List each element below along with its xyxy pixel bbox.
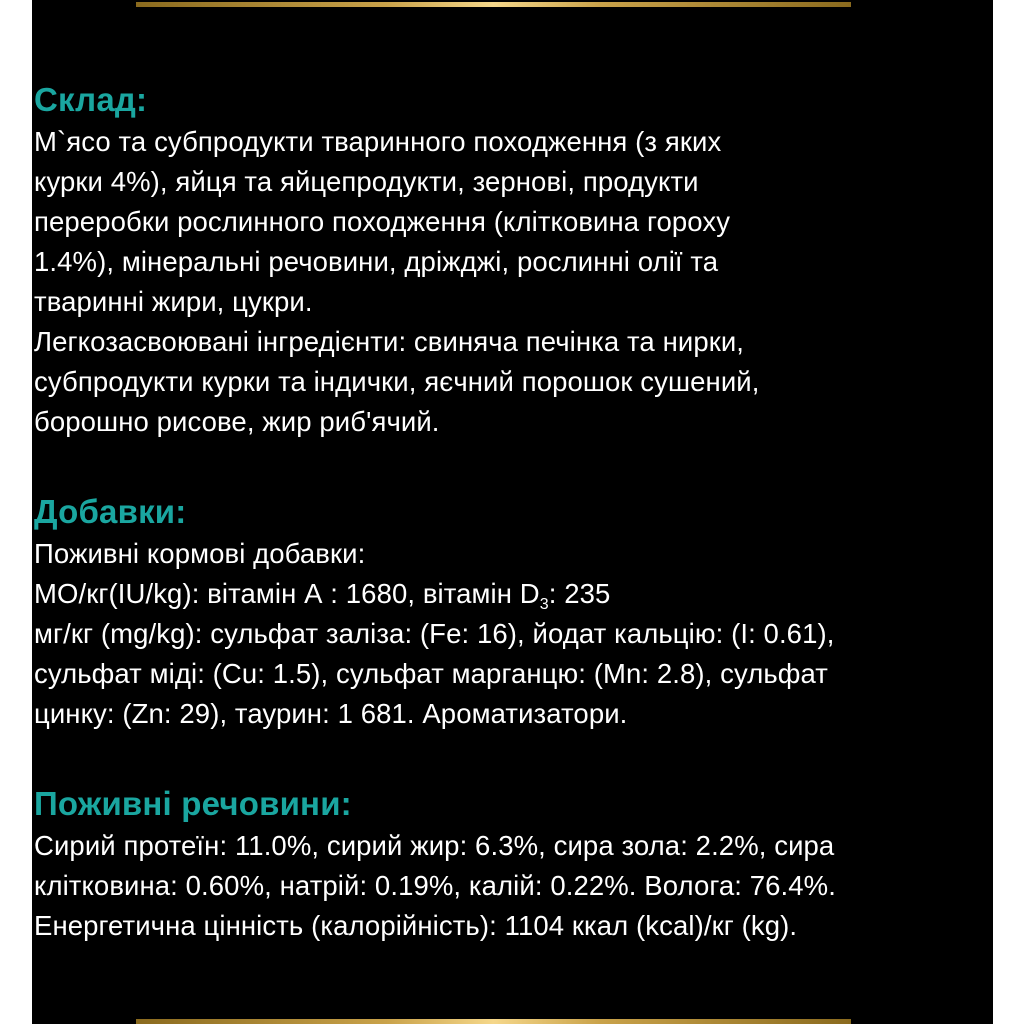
additives-section <box>34 490 834 734</box>
composition-line: Легкозасвоювані інгредієнти: свиняча печінка та нирки, <box>34 326 745 357</box>
nutrients-line: Енергетична цінність (калорійність): 1104 ккал (kcal)/кг (kg). <box>34 910 798 941</box>
nutrients-line: клітковина: 0.60%, натрій: 0.19%, калій: 0.22%. Волога: 76.4%. <box>34 870 836 901</box>
content-panel <box>32 0 993 1024</box>
composition-line: 1.4%), мінеральні речовини, дріжджі, рослинні олії та <box>34 246 719 277</box>
additives-line: Поживні кормові добавки: <box>34 538 366 569</box>
vitamin-d-subscript: 3 <box>539 596 549 613</box>
composition-heading: Склад: <box>34 81 148 118</box>
additives-heading: Добавки: <box>34 493 187 530</box>
vitamin-d-value: : 235 <box>548 578 611 609</box>
gold-divider-top <box>136 2 851 7</box>
nutrients-line: Сирий протеїн: 11.0%, сирий жир: 6.3%, сира зола: 2.2%, сира <box>34 830 835 861</box>
composition-line: субпродукти курки та індички, яєчний порошок сушений, <box>34 366 760 397</box>
composition-line: тваринні жири, цукри. <box>34 286 313 317</box>
vitamins-text: МО/кг(IU/kg): вітамін А : 1680, вітамін D <box>34 578 540 609</box>
composition-line: курки 4%), яйця та яйцепродукти, зернові, продукти <box>34 166 699 197</box>
additives-line: сульфат міді: (Cu: 1.5), сульфат марганцю: (Mn: 2.8), сульфат <box>34 658 828 689</box>
additives-line: мг/кг (mg/kg): сульфат заліза: (Fe: 16), йодат кальцію: (I: 0.61), <box>34 618 835 649</box>
composition-line: переробки рослинного походження (клітковина гороху <box>34 206 731 237</box>
gold-divider-bottom <box>136 1019 851 1024</box>
nutrients-section <box>34 782 836 946</box>
additives-line-vitamins <box>34 574 834 614</box>
composition-section <box>34 78 989 442</box>
composition-line: борошно рисове, жир риб'ячий. <box>34 406 440 437</box>
additives-line: цинку: (Zn: 29), таурин: 1 681. Ароматизатори. <box>34 698 628 729</box>
composition-line: М`ясо та субпродукти тваринного походження (з яких <box>34 126 722 157</box>
nutrients-heading: Поживні речовини: <box>34 785 352 822</box>
product-info <box>34 78 989 941</box>
